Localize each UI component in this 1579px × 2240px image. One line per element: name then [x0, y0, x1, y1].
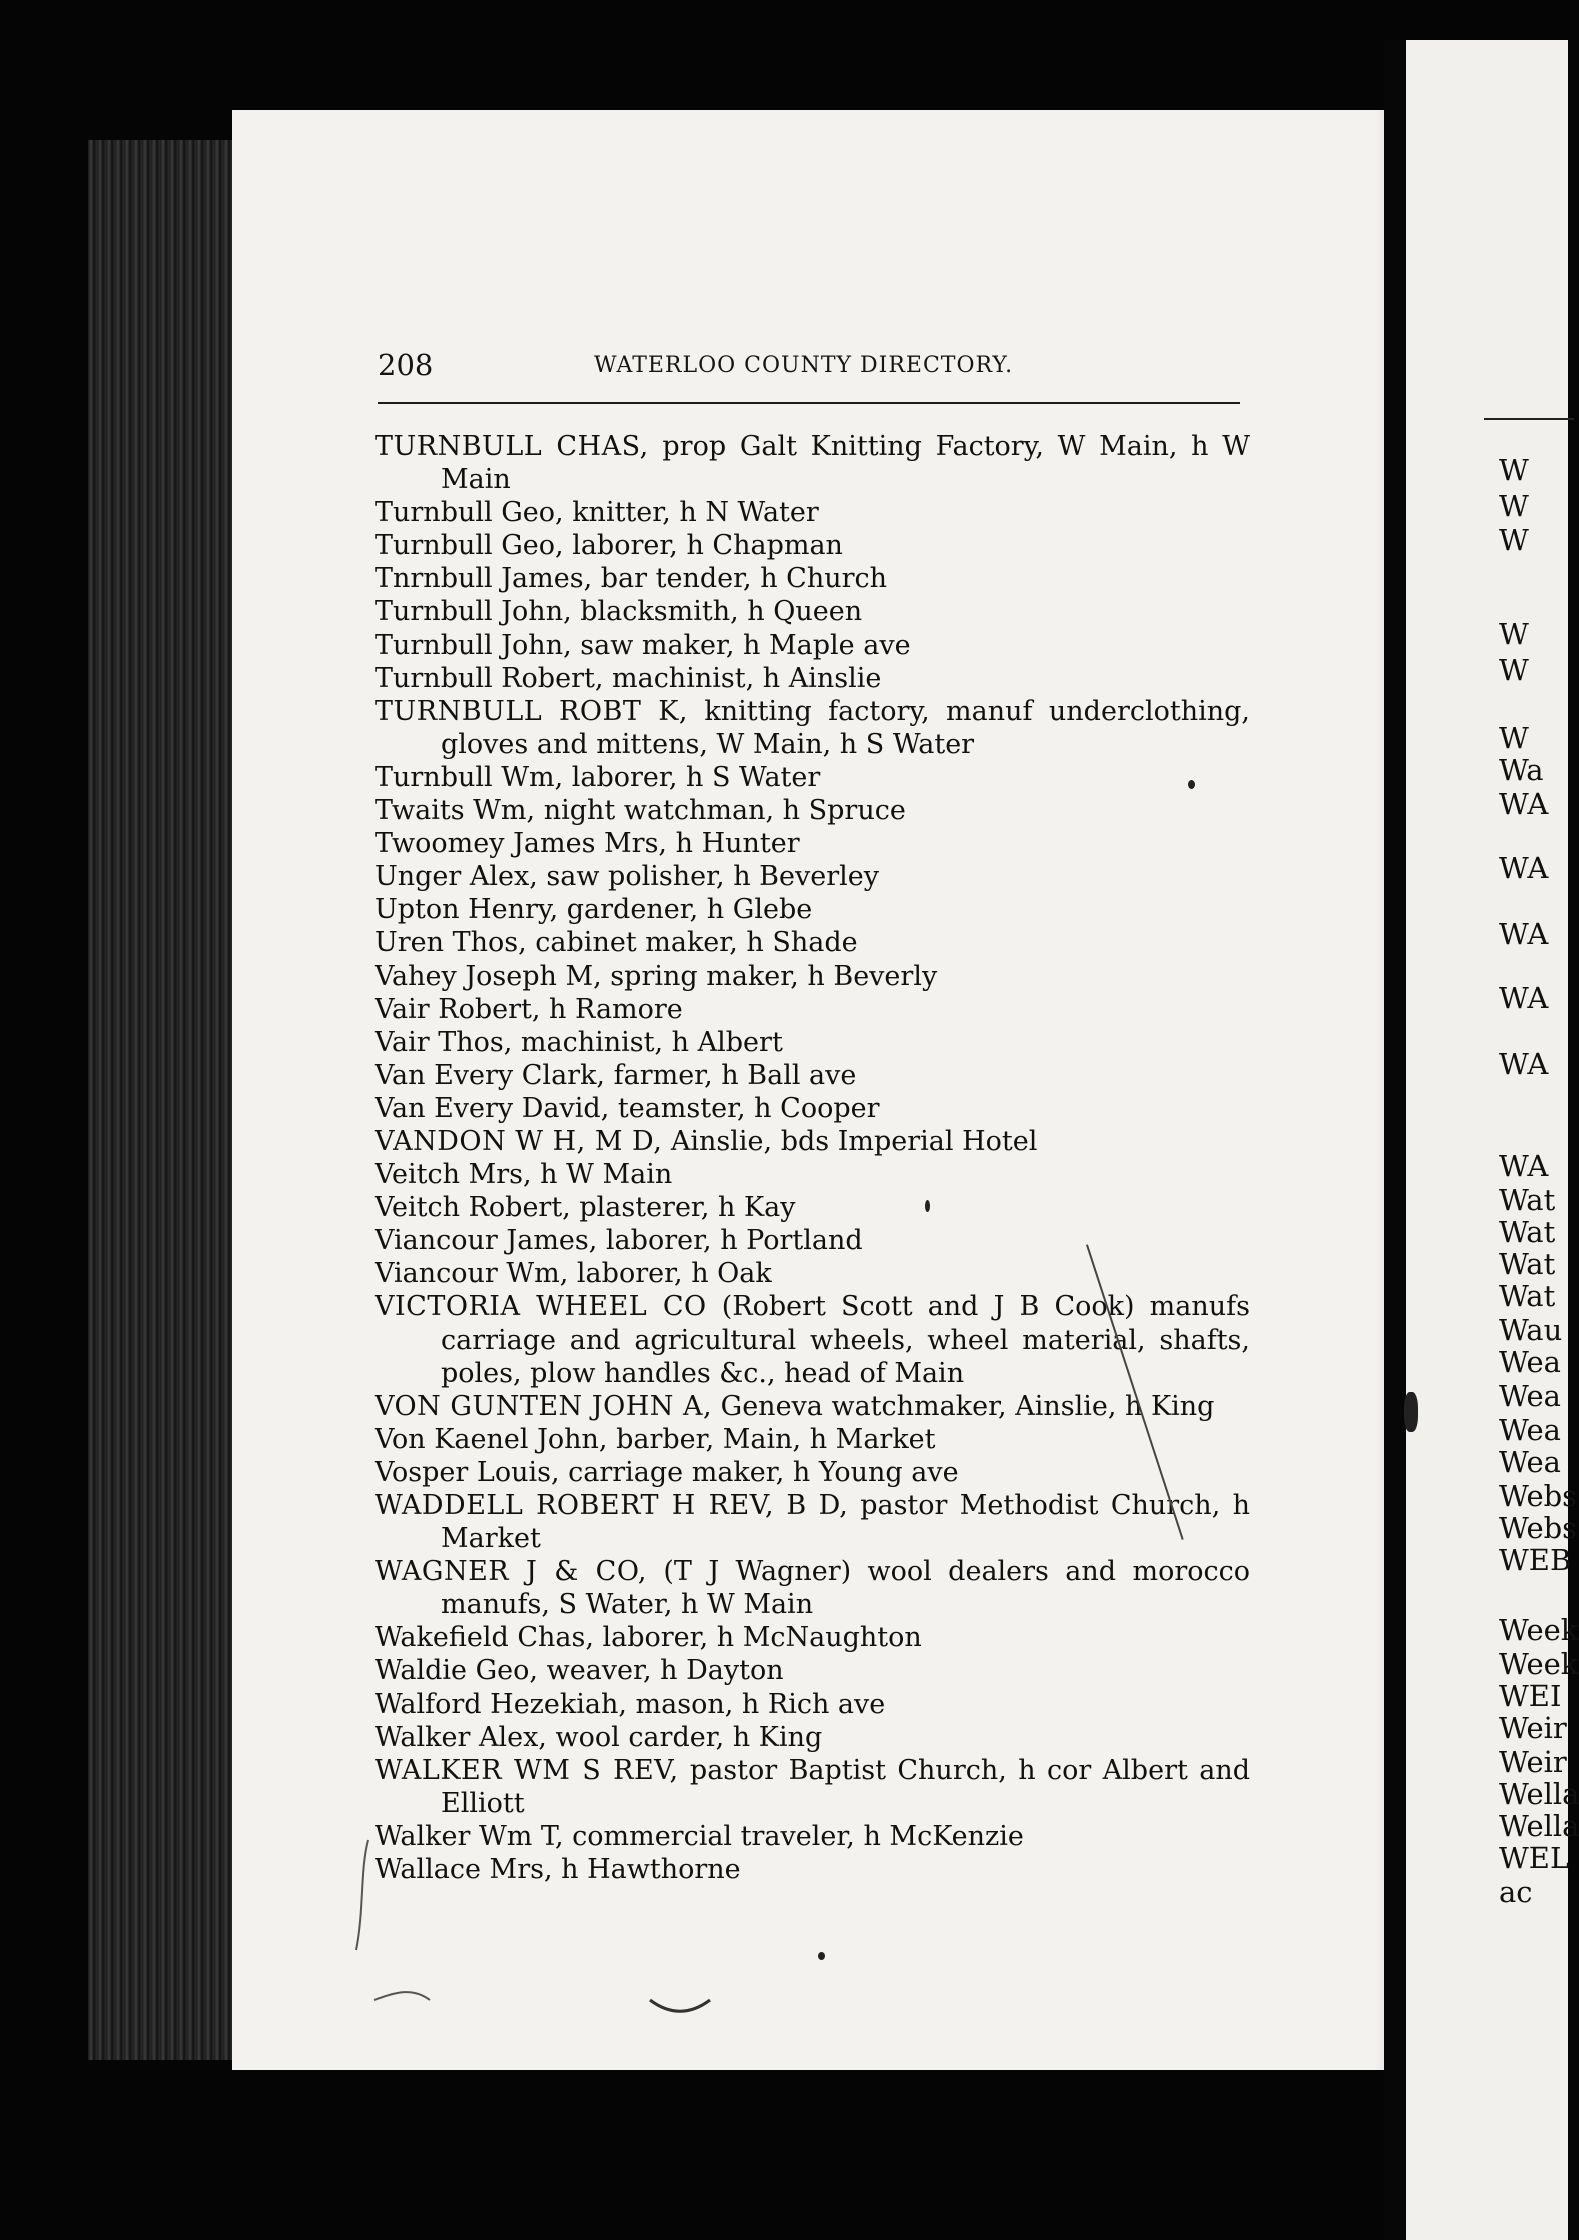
facing-page-fragment: W	[1499, 489, 1529, 523]
entry-name: Veitch Robert,	[375, 1192, 571, 1224]
entry-name: Vahey Joseph M,	[375, 960, 602, 992]
entry-name: Turnbull John,	[375, 596, 572, 628]
directory-entry	[375, 794, 1250, 827]
facing-page-fragment: WEL	[1499, 1841, 1570, 1875]
entry-name: VON GUNTEN JOHN A,	[375, 1390, 713, 1422]
facing-page-fragment: WA	[1499, 981, 1549, 1015]
directory-entry	[375, 1059, 1250, 1092]
entry-details: laborer, h S Water	[563, 761, 821, 793]
facing-page-fragment: Wea	[1499, 1445, 1561, 1479]
facing-page-header-rule	[1484, 418, 1574, 420]
directory-entry	[375, 1390, 1250, 1423]
entry-name: Veitch Mrs,	[375, 1159, 532, 1191]
entry-name: Upton Henry,	[375, 894, 559, 926]
facing-page-fragment: W	[1499, 617, 1529, 651]
entry-details: h W Main	[531, 1159, 673, 1191]
entry-name: Viancour Wm,	[375, 1258, 569, 1290]
directory-entry	[375, 562, 1250, 595]
entry-details: mason, h Rich ave	[626, 1688, 886, 1720]
entry-name: WAGNER J & CO,	[375, 1556, 647, 1588]
facing-page-fragment: W	[1499, 721, 1529, 755]
entry-name: Van Every Clark,	[375, 1059, 606, 1091]
directory-entries	[375, 430, 1250, 1886]
entry-name: Tnrnbull James,	[375, 563, 593, 595]
entry-name: Walker Wm T,	[375, 1820, 564, 1852]
facing-page-fragment: WA	[1499, 1149, 1549, 1183]
directory-entry	[375, 1688, 1250, 1721]
entry-details: wool carder, h King	[546, 1721, 823, 1753]
directory-entry	[375, 1423, 1250, 1456]
facing-page-fragment: Wea	[1499, 1345, 1561, 1379]
entry-name: Wakefield Chas,	[375, 1622, 594, 1654]
entry-details: (T J Wagner) wool dealers and morocco manufs, S Water, h W Main	[441, 1556, 1250, 1621]
entry-name: Unger Alex,	[375, 861, 538, 893]
ink-speck	[818, 1952, 825, 1960]
entry-name: Viancour James,	[375, 1225, 598, 1257]
directory-entry	[375, 1257, 1250, 1290]
page-number: 208	[378, 348, 434, 382]
facing-page-fragment: WA	[1499, 917, 1549, 951]
entry-name: WADDELL ROBERT H REV,	[375, 1490, 775, 1521]
directory-entry	[375, 926, 1250, 959]
entry-name: Vair Robert,	[375, 993, 541, 1025]
directory-entry	[375, 1555, 1250, 1621]
directory-entry	[375, 1654, 1250, 1687]
entry-details: h Hunter	[667, 828, 800, 860]
facing-page-fragment: WA	[1499, 1047, 1549, 1081]
facing-page-fragment: W	[1499, 653, 1529, 687]
entry-details: knitter, h N Water	[563, 497, 819, 529]
directory-entry	[375, 595, 1250, 628]
directory-entry	[375, 1158, 1250, 1191]
pencil-scribble	[350, 1800, 770, 2020]
entry-details: bar tender, h Church	[592, 563, 888, 595]
entry-name: Turnbull Wm,	[375, 761, 564, 793]
directory-entry	[375, 761, 1250, 794]
entry-details: cabinet maker, h Shade	[526, 927, 858, 959]
entry-details: Geneva watchmaker, Ainslie, h King	[712, 1390, 1215, 1422]
directory-entry	[375, 1026, 1250, 1059]
facing-page-fragment: Wat	[1499, 1279, 1556, 1313]
header-rule	[378, 402, 1240, 404]
entry-details: barber, Main, h Market	[607, 1423, 936, 1455]
running-title: WATERLOO COUNTY DIRECTORY.	[594, 353, 1014, 378]
facing-page-fragment: Wat	[1499, 1215, 1556, 1249]
entry-details: laborer, h Chapman	[563, 530, 843, 562]
entry-name: Uren Thos,	[375, 927, 527, 959]
entry-details: weaver, h Dayton	[538, 1655, 784, 1687]
entry-details: teamster, h Cooper	[609, 1092, 880, 1124]
entry-name: Turnbull Geo,	[375, 497, 564, 529]
directory-entry	[375, 1621, 1250, 1654]
facing-page-fragment: Wea	[1499, 1413, 1561, 1447]
entry-details: knitting factory, manuf underclothing, gloves and mittens, W Main, h S Water	[441, 695, 1250, 760]
facing-page-fragment: WA	[1499, 851, 1549, 885]
directory-entry	[375, 1224, 1250, 1257]
entry-name: VANDON W H, M D,	[375, 1125, 663, 1157]
facing-page-fragment: WEI	[1499, 1679, 1562, 1713]
entry-details: B D, pastor Methodist Church, h Market	[441, 1490, 1250, 1555]
entry-details: blacksmith, h Queen	[571, 596, 863, 628]
facing-page-fragment: Week	[1499, 1647, 1579, 1681]
facing-page-fragment: Wa	[1499, 753, 1544, 787]
entry-details: commercial traveler, h McKenzie	[563, 1820, 1024, 1852]
directory-entry	[375, 1092, 1250, 1125]
entry-name: Vair Thos,	[375, 1026, 513, 1058]
entry-details: h Ramore	[540, 993, 683, 1025]
directory-entry	[375, 1456, 1250, 1489]
facing-page-fragment: Wat	[1499, 1247, 1556, 1281]
entry-name: Turnbull Geo,	[375, 530, 564, 562]
entry-details: laborer, h Portland	[597, 1225, 863, 1257]
book-page-edges	[88, 140, 238, 2060]
facing-page-fragment: Webs	[1499, 1511, 1578, 1545]
facing-page-fragment: Weir	[1499, 1711, 1567, 1745]
entry-name: Vosper Louis,	[375, 1456, 560, 1488]
directory-entry	[375, 827, 1250, 860]
entry-details: prop Galt Knitting Factory, W Main, h W Main	[441, 431, 1251, 496]
entry-details: saw polisher, h Beverley	[537, 861, 879, 893]
entry-name: WALKER WM S REV,	[375, 1754, 679, 1786]
facing-page-fragment: Weir	[1499, 1745, 1567, 1779]
entry-details: laborer, h Oak	[568, 1258, 772, 1290]
directory-entry	[375, 1721, 1250, 1754]
facing-page-fragment: ac	[1499, 1875, 1533, 1909]
facing-page-fragment: Wau	[1499, 1313, 1563, 1347]
entry-name: Twoomey James Mrs,	[375, 828, 668, 860]
entry-details: carriage maker, h Young ave	[559, 1456, 959, 1488]
entry-name: Walker Alex,	[375, 1721, 547, 1753]
page-header	[378, 348, 1238, 388]
facing-page-fragment: Wella	[1499, 1777, 1579, 1811]
entry-details: farmer, h Ball ave	[605, 1059, 857, 1091]
entry-details: plasterer, h Kay	[570, 1192, 796, 1224]
facing-page-fragment: Webs	[1499, 1479, 1578, 1513]
entry-name: Von Kaenel John,	[375, 1423, 608, 1455]
book-gutter	[1384, 40, 1406, 2240]
entry-details: spring maker, h Beverly	[601, 960, 938, 992]
directory-entry	[375, 529, 1250, 562]
entry-name: Turnbull John,	[375, 629, 572, 661]
entry-details: machinist, h Albert	[512, 1026, 783, 1058]
entry-details: (Robert Scott and J B Cook) manufs carriage and agricultural wheels, wheel material, shafts, poles, plow handles &c., head of Main	[441, 1291, 1250, 1389]
directory-entry	[375, 1191, 1250, 1224]
entry-name: Wallace Mrs,	[375, 1854, 553, 1886]
entry-name: Van Every David,	[375, 1092, 610, 1124]
entry-name: VICTORIA WHEEL CO	[375, 1291, 707, 1323]
directory-entry	[375, 893, 1250, 926]
facing-page-fragment: WEB	[1499, 1543, 1572, 1577]
directory-entry	[375, 662, 1250, 695]
directory-entry	[375, 629, 1250, 662]
facing-page-fragment: Wea	[1499, 1379, 1561, 1413]
directory-entry	[375, 430, 1250, 496]
directory-entry	[375, 960, 1250, 993]
facing-page-fragment: W	[1499, 453, 1529, 487]
entry-details: gardener, h Glebe	[558, 894, 813, 926]
entry-details: night watchman, h Spruce	[535, 795, 906, 827]
ink-speck	[925, 1200, 930, 1212]
entry-name: TURNBULL CHAS,	[375, 431, 649, 462]
entry-name: Twaits Wm,	[375, 795, 536, 827]
entry-details: saw maker, h Maple ave	[571, 629, 911, 661]
directory-entry	[375, 1125, 1250, 1158]
entry-name: Walford Hezekiah,	[375, 1688, 627, 1720]
entry-details: laborer, h McNaughton	[593, 1622, 922, 1654]
facing-page-fragment: Wat	[1499, 1183, 1556, 1217]
facing-page-fragment: Wella	[1499, 1809, 1579, 1843]
directory-entry	[375, 496, 1250, 529]
entry-name: Turnbull Robert,	[375, 662, 604, 694]
entry-name: TURNBULL ROBT K,	[375, 695, 689, 727]
entry-details: pastor Baptist Church, h cor Albert and Elliott	[441, 1754, 1250, 1819]
facing-page	[1384, 40, 1579, 2240]
directory-entry	[375, 993, 1250, 1026]
ink-speck	[1404, 1392, 1418, 1432]
entry-name: Waldie Geo,	[375, 1655, 539, 1687]
ink-speck	[1188, 780, 1195, 789]
facing-page-fragment: W	[1499, 523, 1529, 557]
entry-details: machinist, h Ainslie	[603, 662, 882, 694]
facing-page-fragment: Week	[1499, 1613, 1579, 1647]
entry-details: Ainslie, bds Imperial Hotel	[662, 1125, 1038, 1157]
directory-entry	[375, 1489, 1250, 1555]
directory-entry	[375, 695, 1250, 761]
directory-entry	[375, 860, 1250, 893]
facing-page-fragment: WA	[1499, 787, 1549, 821]
entry-details: h Hawthorne	[552, 1854, 741, 1886]
